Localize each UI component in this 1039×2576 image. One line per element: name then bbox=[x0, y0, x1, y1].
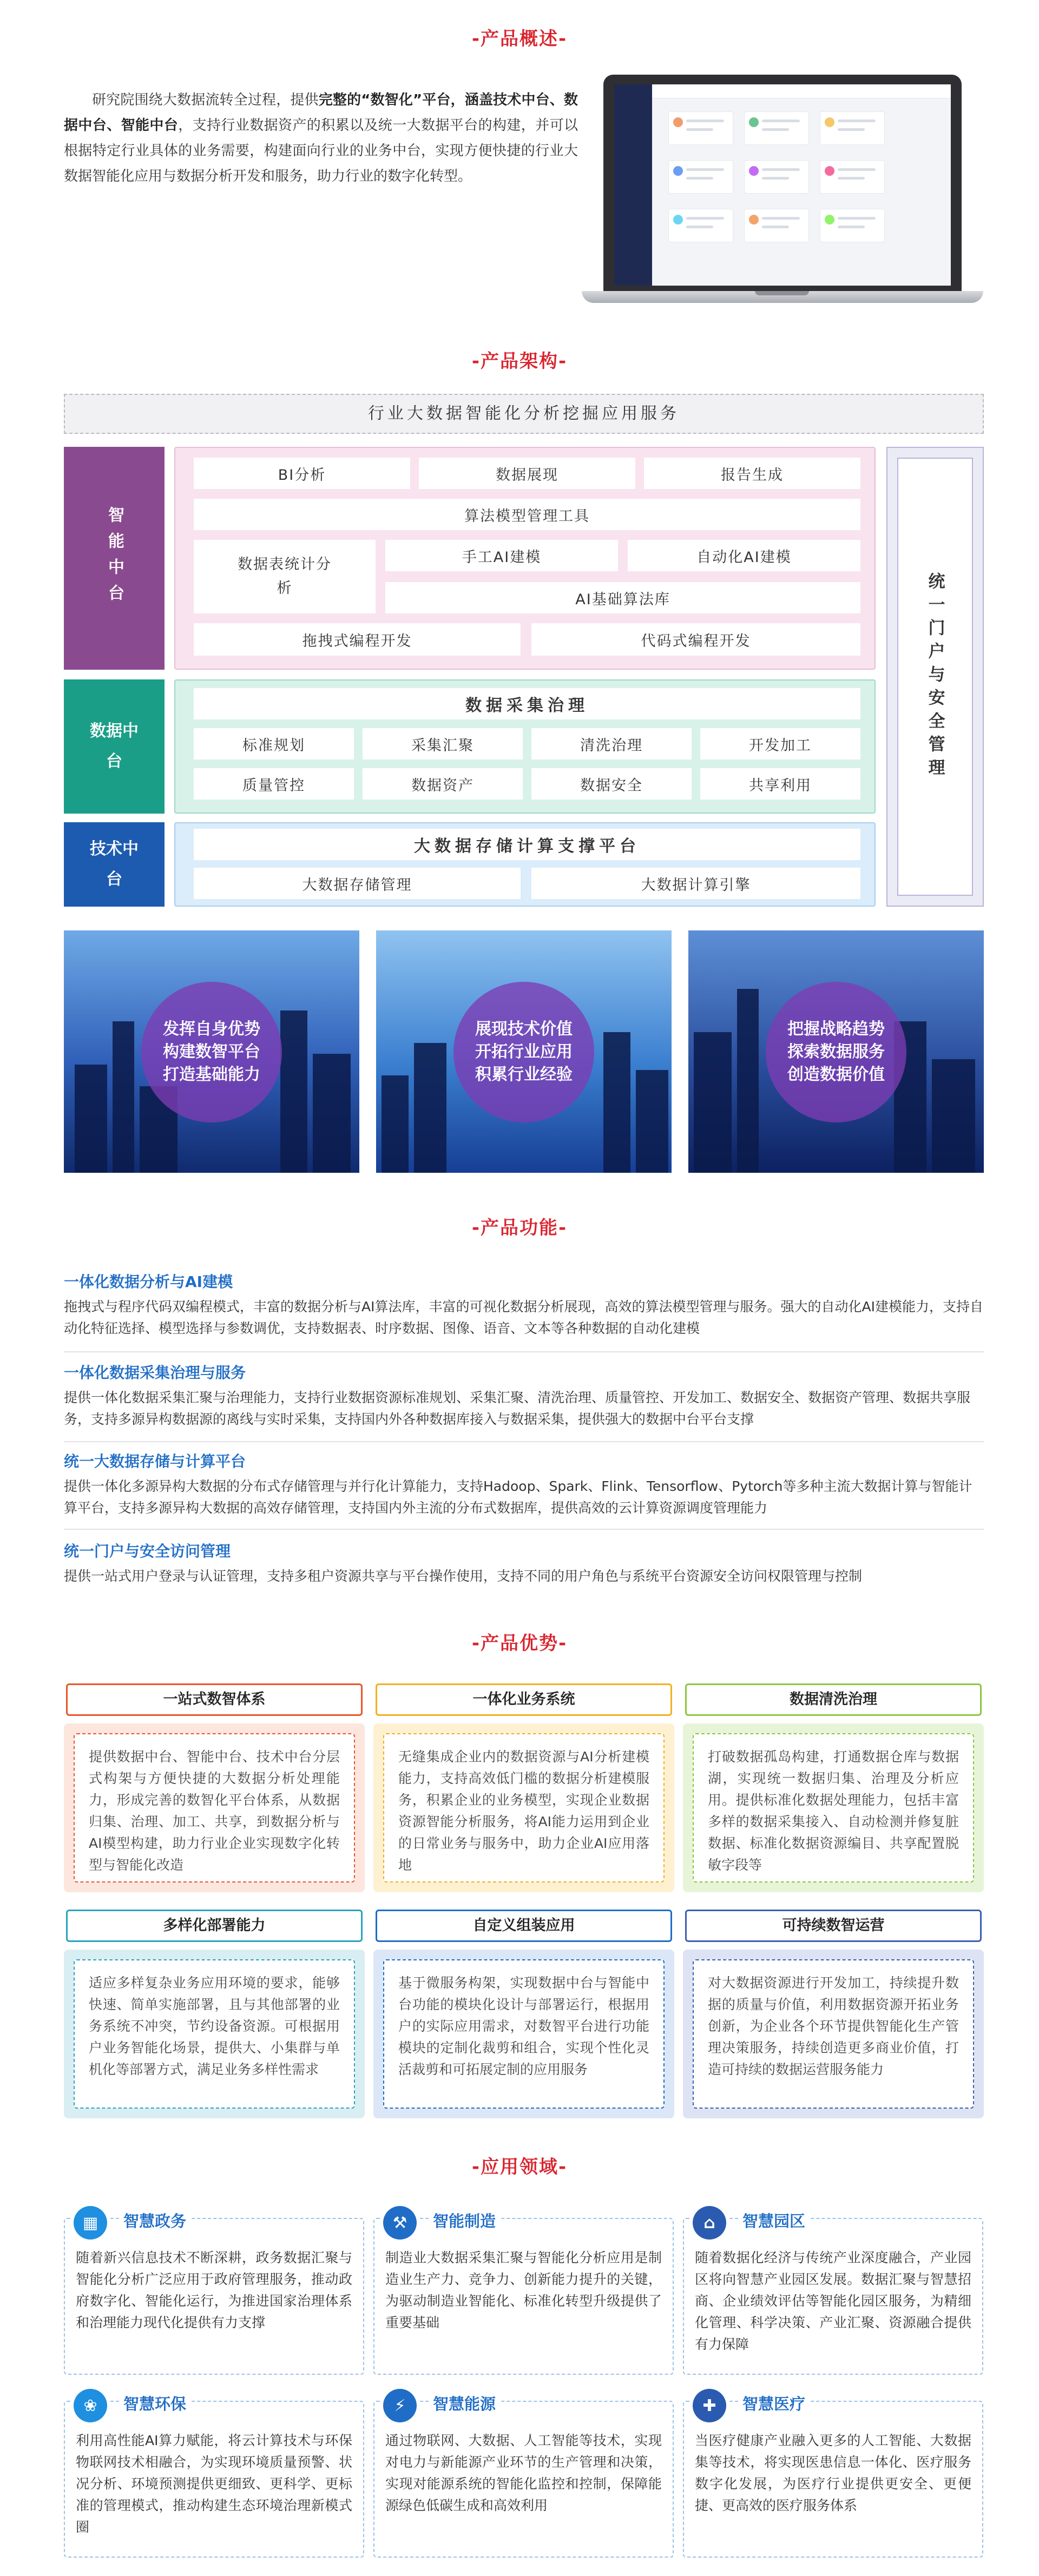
application-card bbox=[683, 2212, 983, 2375]
function-title: 一体化数据采集治理与服务 bbox=[64, 1364, 246, 1382]
data-platform-item: 数据安全 bbox=[531, 768, 692, 800]
application-desc: 当医疗健康产业融入更多的人工智能、大数据集等技术，将实现医患信息一体化、医疗服务数字化发展，为医疗行业提供更安全、更便捷、更高效的医疗服务体系 bbox=[695, 2433, 971, 2513]
advantage-title: 多样化部署能力 bbox=[66, 1910, 363, 1942]
tech-platform-label: 技术中台 bbox=[64, 822, 165, 907]
application-title: 智慧医疗 bbox=[738, 2392, 810, 2414]
application-title: 智慧环保 bbox=[119, 2392, 190, 2414]
advantage-card bbox=[64, 1950, 365, 2118]
bi-analysis: BI分析 bbox=[194, 458, 410, 489]
application-card bbox=[683, 2395, 983, 2558]
data-platform-item: 共享利用 bbox=[700, 768, 860, 800]
application-title: 智能制造 bbox=[429, 2209, 500, 2231]
auto-ai-modeling: 自动化AI建模 bbox=[628, 540, 860, 571]
application-title: 智慧政务 bbox=[119, 2209, 190, 2231]
drag-programming: 拖拽式编程开发 bbox=[194, 623, 521, 656]
advantage-title: 可持续数智运营 bbox=[685, 1910, 982, 1942]
data-platform-item: 标准规划 bbox=[194, 728, 354, 759]
function-item bbox=[64, 1540, 984, 1587]
advantage-card bbox=[64, 1723, 365, 1892]
application-card bbox=[373, 2395, 674, 2558]
application-desc: 随着数据化经济与传统产业深度融合，产业园区将向智慧产业园区发展。数据汇聚与智慧招商、企业绩效评估等智能化园区服务，为精细化管理、科学决策、产业汇聚、资源融合提供有力保障 bbox=[695, 2250, 971, 2352]
energy-icon: ⚡ bbox=[381, 2387, 419, 2425]
smart-platform-label: 智能中台 bbox=[64, 447, 165, 670]
section-title-applications: -应用领域- bbox=[471, 2156, 568, 2178]
advantage-desc: 打破数据孤岛构建，打通数据仓库与数据湖，实现统一数据归集、治理及分析应用。提供标准化数据处理能力，包括丰富多样的数据采集接入、自动检测并修复脏数据、标准化数据资源编目、共享配置脱敏字段等 bbox=[693, 1733, 974, 1883]
advantage-card bbox=[373, 1723, 674, 1892]
advantage-title: 自定义组装应用 bbox=[376, 1910, 672, 1942]
application-desc: 通过物联网、大数据、人工智能等技术，实现对电力与新能源产业环节的生产管理和决策，实现对能源系统的智能化监控和控制，保障能源绿色低碳生成和高效利用 bbox=[385, 2433, 662, 2513]
unified-portal-box bbox=[886, 447, 984, 907]
divider bbox=[64, 1529, 984, 1530]
function-desc: 提供一体化数据采集汇聚与治理能力，支持行业数据资源标准规划、采集汇聚、清洗治理、质量管控、开发加工、数据安全、数据资产管理、数据共享服务，支持多源异构数据源的离线与实时采集，支持国内外各种数据库接入与数据采集，提供强大的数据中台平台支撑 bbox=[64, 1390, 971, 1427]
image-caption-2: 展现技术价值 开拓行业应用 积累行业经验 bbox=[453, 982, 594, 1122]
crane-icon: ⚒ bbox=[381, 2204, 419, 2242]
application-card bbox=[64, 2395, 364, 2558]
divider bbox=[64, 1351, 984, 1352]
algorithm-model-management: 算法模型管理工具 bbox=[194, 499, 860, 530]
city-image-3 bbox=[688, 930, 984, 1173]
function-title: 一体化数据分析与AI建模 bbox=[64, 1273, 233, 1291]
park-icon: ⌂ bbox=[691, 2204, 728, 2242]
data-platform-item: 数据资产 bbox=[363, 768, 523, 800]
advantage-desc: 提供数据中台、智能中台、技术中台分层式构架与方便快捷的大数据分析处理能力，形成完善的数智化平台体系，从数据归集、治理、加工、共享，到数据分析与AI模型构建，助力行业企业实现数字化转型与智能化改造 bbox=[74, 1733, 355, 1883]
advantage-card bbox=[683, 1950, 984, 2118]
data-collection-title: 数据采集治理 bbox=[194, 688, 860, 719]
data-platform-item: 质量管控 bbox=[194, 768, 354, 800]
manual-ai-modeling: 手工AI建模 bbox=[385, 540, 618, 571]
application-title: 智慧园区 bbox=[738, 2209, 810, 2231]
environment-icon: ❀ bbox=[71, 2387, 109, 2425]
function-item bbox=[64, 1270, 984, 1339]
architecture-header: 行业大数据智能化分析挖掘应用服务 bbox=[64, 394, 984, 434]
laptop-illustration bbox=[582, 69, 983, 307]
function-desc: 拖拽式与程序代码双编程模式，丰富的数据分析与AI算法库，丰富的可视化数据分析展现，高效的算法模型管理与服务。强大的自动化AI建模能力，支持自动化特征选择、模型选择与参数调优，支持数据表、时序数据、图像、语音、文本等各种数据的自动化建模 bbox=[64, 1299, 983, 1336]
advantage-desc: 基于微服务构架，实现数据中台与智能中台功能的模块化设计与部署运行，根据用户的实际应用需求，对数智平台进行功能模块的定制化裁剪和组合，实现个性化灵活裁剪和可拓展定制的应用服务 bbox=[383, 1959, 665, 2109]
dashboard-screenshot bbox=[614, 84, 951, 286]
section-title-advantages: -产品优势- bbox=[471, 1633, 568, 1654]
application-card bbox=[64, 2212, 364, 2375]
application-desc: 利用高性能AI算力赋能，将云计算技术与环保物联网技术相融合，为实现环境质量预警、状况分析、环境预测提供更细致、更科学、更标准的管理模式，推动构建生态环境治理新模式圈 bbox=[76, 2433, 352, 2535]
advantage-desc: 适应多样复杂业务应用环境的要求，能够快速、简单实施部署，且与其他部署的业务系统不冲突，节约设备资源。可根据用户业务智能化场景，提供大、小集群与单机化等部署方式，满足业务多样性需求 bbox=[74, 1959, 355, 2109]
data-platform-item: 清洗治理 bbox=[531, 728, 692, 759]
advantage-title: 数据清洗治理 bbox=[685, 1683, 982, 1716]
report-generation: 报告生成 bbox=[644, 458, 860, 489]
data-display: 数据展现 bbox=[419, 458, 635, 489]
section-title-functions: -产品功能- bbox=[471, 1217, 568, 1239]
function-title: 统一大数据存储与计算平台 bbox=[64, 1452, 246, 1470]
bigdata-compute-engine: 大数据计算引擎 bbox=[531, 868, 860, 899]
advantage-card bbox=[373, 1950, 674, 2118]
image-caption-1: 发挥自身优势 构建数智平台 打造基础能力 bbox=[141, 982, 282, 1122]
function-item bbox=[64, 1450, 984, 1519]
advantage-title: 一站式数智体系 bbox=[66, 1683, 363, 1716]
application-desc: 制造业大数据采集汇聚与智能化分析应用是制造业生产力、竞争力、创新能力提升的关键，为驱动制造业智能化、标准化转型升级提供了重要基础 bbox=[385, 2250, 662, 2330]
unified-portal-label: 统一门户与安全管理 bbox=[925, 572, 945, 782]
bigdata-storage: 大数据存储管理 bbox=[194, 868, 521, 899]
application-title: 智慧能源 bbox=[429, 2392, 500, 2414]
data-platform-item: 采集汇聚 bbox=[363, 728, 523, 759]
application-card bbox=[373, 2212, 674, 2375]
divider bbox=[64, 1441, 984, 1442]
data-platform-label: 数据中台 bbox=[64, 679, 165, 814]
advantage-title: 一体化业务系统 bbox=[376, 1683, 672, 1716]
section-title-overview: -产品概述- bbox=[471, 28, 568, 50]
advantage-desc: 对大数据资源进行开发加工，持续提升数据的质量与价值，利用数据资源开拓业务创新，为企业各个环节提供智能化生产管理决策服务，持续创造更多商业价值，打造可持续的数据运营服务能力 bbox=[693, 1959, 974, 2109]
city-image-1 bbox=[64, 930, 359, 1173]
application-desc: 随着新兴信息技术不断深耕，政务数据汇聚与智能化分析广泛应用于政府管理服务，推动政府数字化、智能化运行，为推进国家治理体系和治理能力现代化提供有力支撑 bbox=[76, 2250, 352, 2330]
advantage-desc: 无缝集成企业内的数据资源与AI分析建模能力，支持高效低门槛的数据分析建模服务，积累企业的业务模型，实现企业数据资源智能分析服务，将AI能力运用到企业的日常业务与服务中，助力企业AI应用落地 bbox=[383, 1733, 665, 1883]
function-desc: 提供一站式用户登录与认证管理，支持多租户资源共享与平台操作使用，支持不同的用户角色与系统平台资源安全访问权限管理与控制 bbox=[64, 1568, 863, 1584]
advantage-card bbox=[683, 1723, 984, 1892]
overview-paragraph: 研究院围绕大数据流转全过程，提供完整的“数智化”平台，涵盖技术中台、数据中台、智能中台，支持行业数据资产的积累以及统一大数据平台的构建，并可以根据特定行业具体的业务需要，构建面向行业的业务中台，实现方便快捷的行业大数据智能化应用与数据分析开发和服务，助力行业的数字化转型。 bbox=[64, 92, 578, 184]
government-building-icon: ▦ bbox=[71, 2204, 109, 2242]
function-item bbox=[64, 1361, 984, 1430]
city-image-2 bbox=[376, 930, 672, 1173]
tech-platform-title: 大数据存储计算支撑平台 bbox=[194, 829, 860, 860]
image-caption-3: 把握战略趋势 探索数据服务 创造数据价值 bbox=[766, 982, 906, 1122]
section-title-architecture: -产品架构- bbox=[471, 351, 568, 372]
medical-icon: ✚ bbox=[691, 2387, 728, 2425]
function-title: 统一门户与安全访问管理 bbox=[64, 1542, 231, 1560]
data-platform-item: 开发加工 bbox=[700, 728, 860, 759]
code-programming: 代码式编程开发 bbox=[531, 623, 860, 656]
datatable-statistics: 数据表统计分析 bbox=[194, 540, 376, 613]
ai-base-algorithms: AI基础算法库 bbox=[385, 582, 860, 613]
function-desc: 提供一体化多源异构大数据的分布式存储管理与并行化计算能力，支持Hadoop、Spark、Flink、Tensorflow、Pytorch等多种主流大数据计算与智能计算平台，支持多源异构大数据的高效存储管理，支持国内外主流的分布式数据库，提供高效的云计算资源调度管理能力 bbox=[64, 1478, 972, 1516]
